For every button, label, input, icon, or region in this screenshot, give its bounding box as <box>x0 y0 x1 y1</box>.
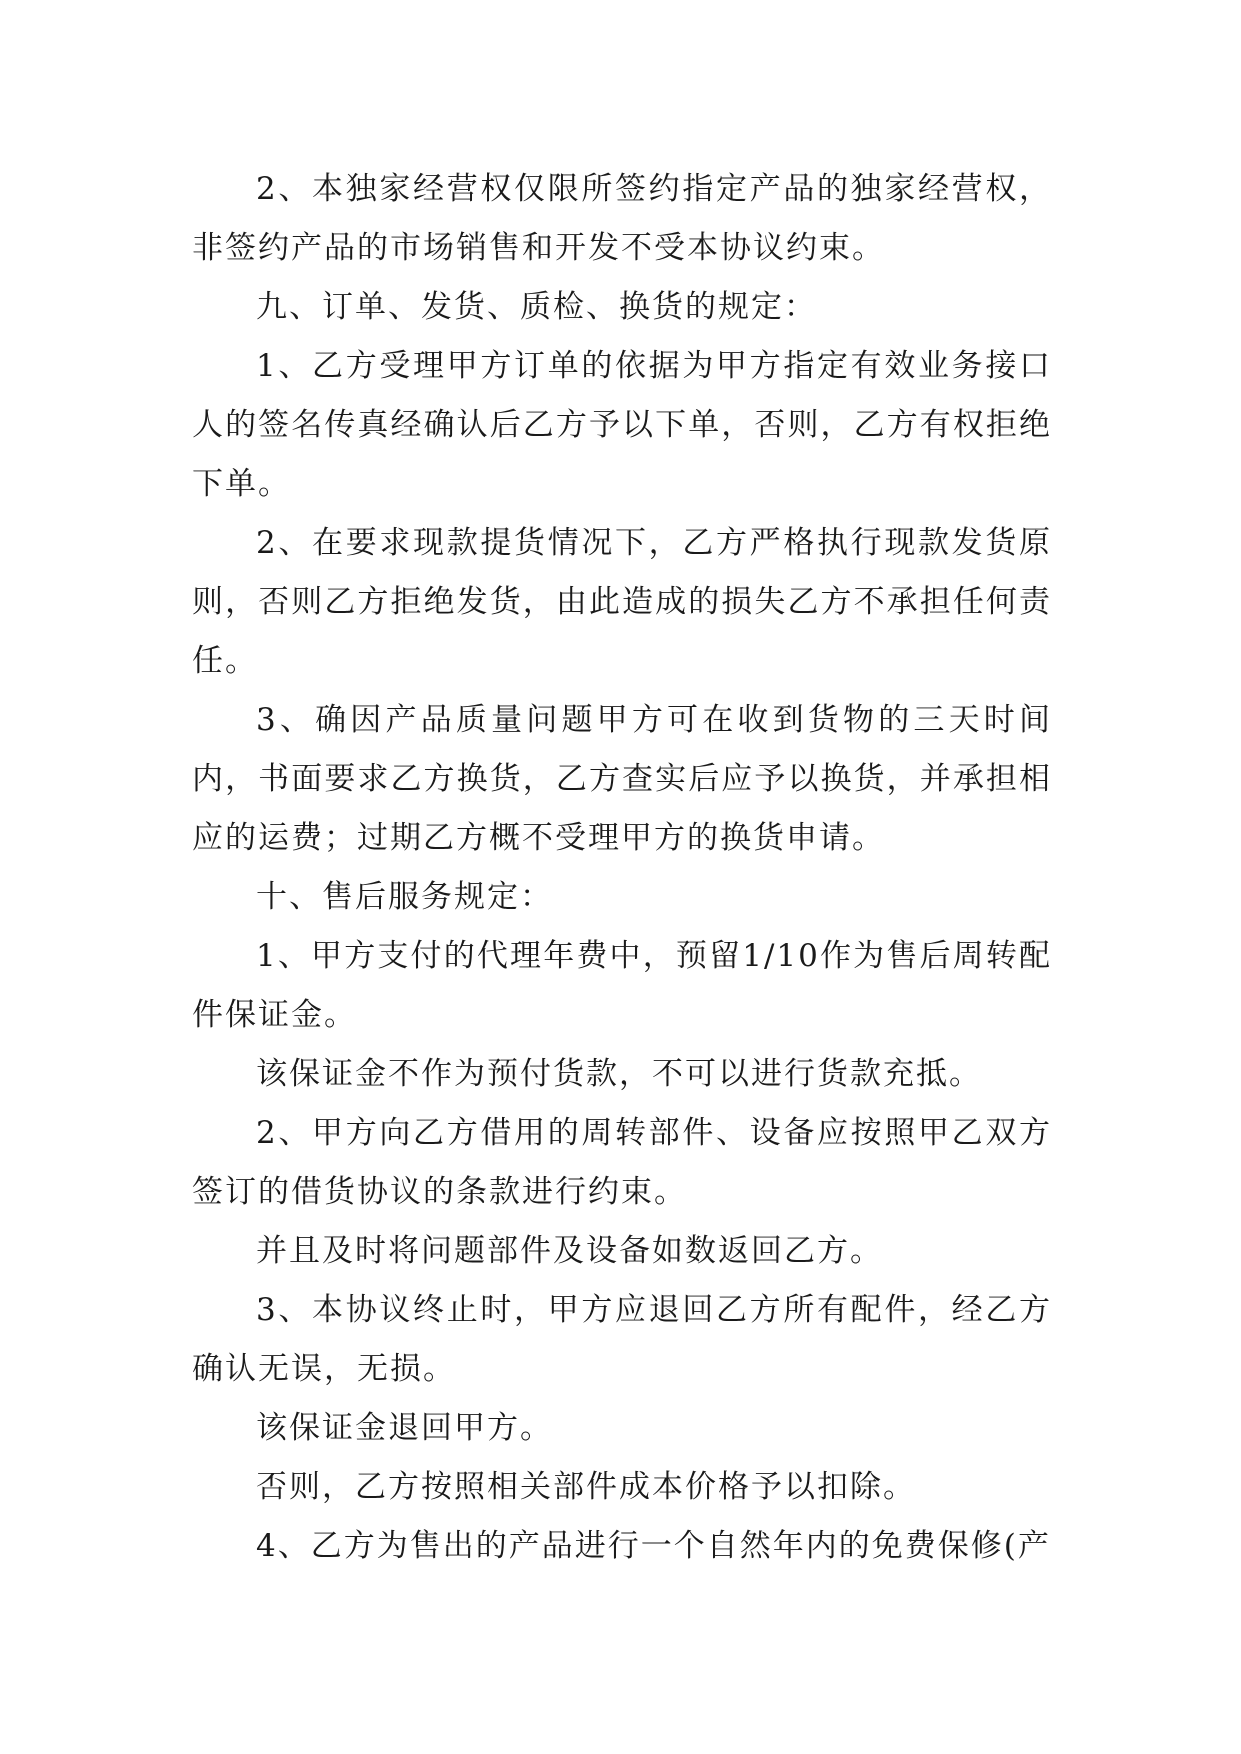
paragraph-termination-return: 3、本协议终止时，甲方应退回乙方所有配件，经乙方确认无误，无损。 <box>192 1292 1052 1387</box>
paragraph-free-warranty: 4、乙方为售出的产品进行一个自然年内的免费保修(产 <box>256 1528 1051 1564</box>
paragraph-borrowed-parts: 2、甲方向乙方借用的周转部件、设备应按照甲乙双方签订的借货协议的条款进行约束。 <box>192 1115 1052 1210</box>
section-heading-orders: 九、订单、发货、质检、换货的规定： <box>256 289 817 325</box>
section-heading-after-sales: 十、售后服务规定： <box>256 879 553 915</box>
paragraph-order-acceptance: 1、乙方受理甲方订单的依据为甲方指定有效业务接口人的签名传真经确认后乙方予以下单，否则，乙方有权拒绝下单。 <box>192 348 1052 502</box>
paragraph-deduction: 否则，乙方按照相关部件成本价格予以扣除。 <box>256 1469 916 1505</box>
paragraph-deposit-not-prepayment: 该保证金不作为预付货款，不可以进行货款充抵。 <box>256 1056 982 1092</box>
paragraph-quality-exchange: 3、确因产品质量问题甲方可在收到货物的三天时间内，书面要求乙方换货，乙方查实后应予以换货，并承担相应的运费；过期乙方概不受理甲方的换货申请。 <box>192 702 1052 856</box>
paragraph-deposit-reserve: 1、甲方支付的代理年费中，预留1/10作为售后周转配件保证金。 <box>192 938 1052 1033</box>
paragraph-exclusive-right-scope: 2、本独家经营权仅限所签约指定产品的独家经营权，非签约产品的市场销售和开发不受本协议约束。 <box>192 171 1052 266</box>
paragraph-return-parts: 并且及时将问题部件及设备如数返回乙方。 <box>256 1233 883 1269</box>
paragraph-deposit-refund: 该保证金退回甲方。 <box>256 1410 553 1446</box>
document-page <box>192 160 1052 1576</box>
paragraph-cash-delivery: 2、在要求现款提货情况下，乙方严格执行现款发货原则，否则乙方拒绝发货，由此造成的损失乙方不承担任何责任。 <box>192 525 1052 679</box>
